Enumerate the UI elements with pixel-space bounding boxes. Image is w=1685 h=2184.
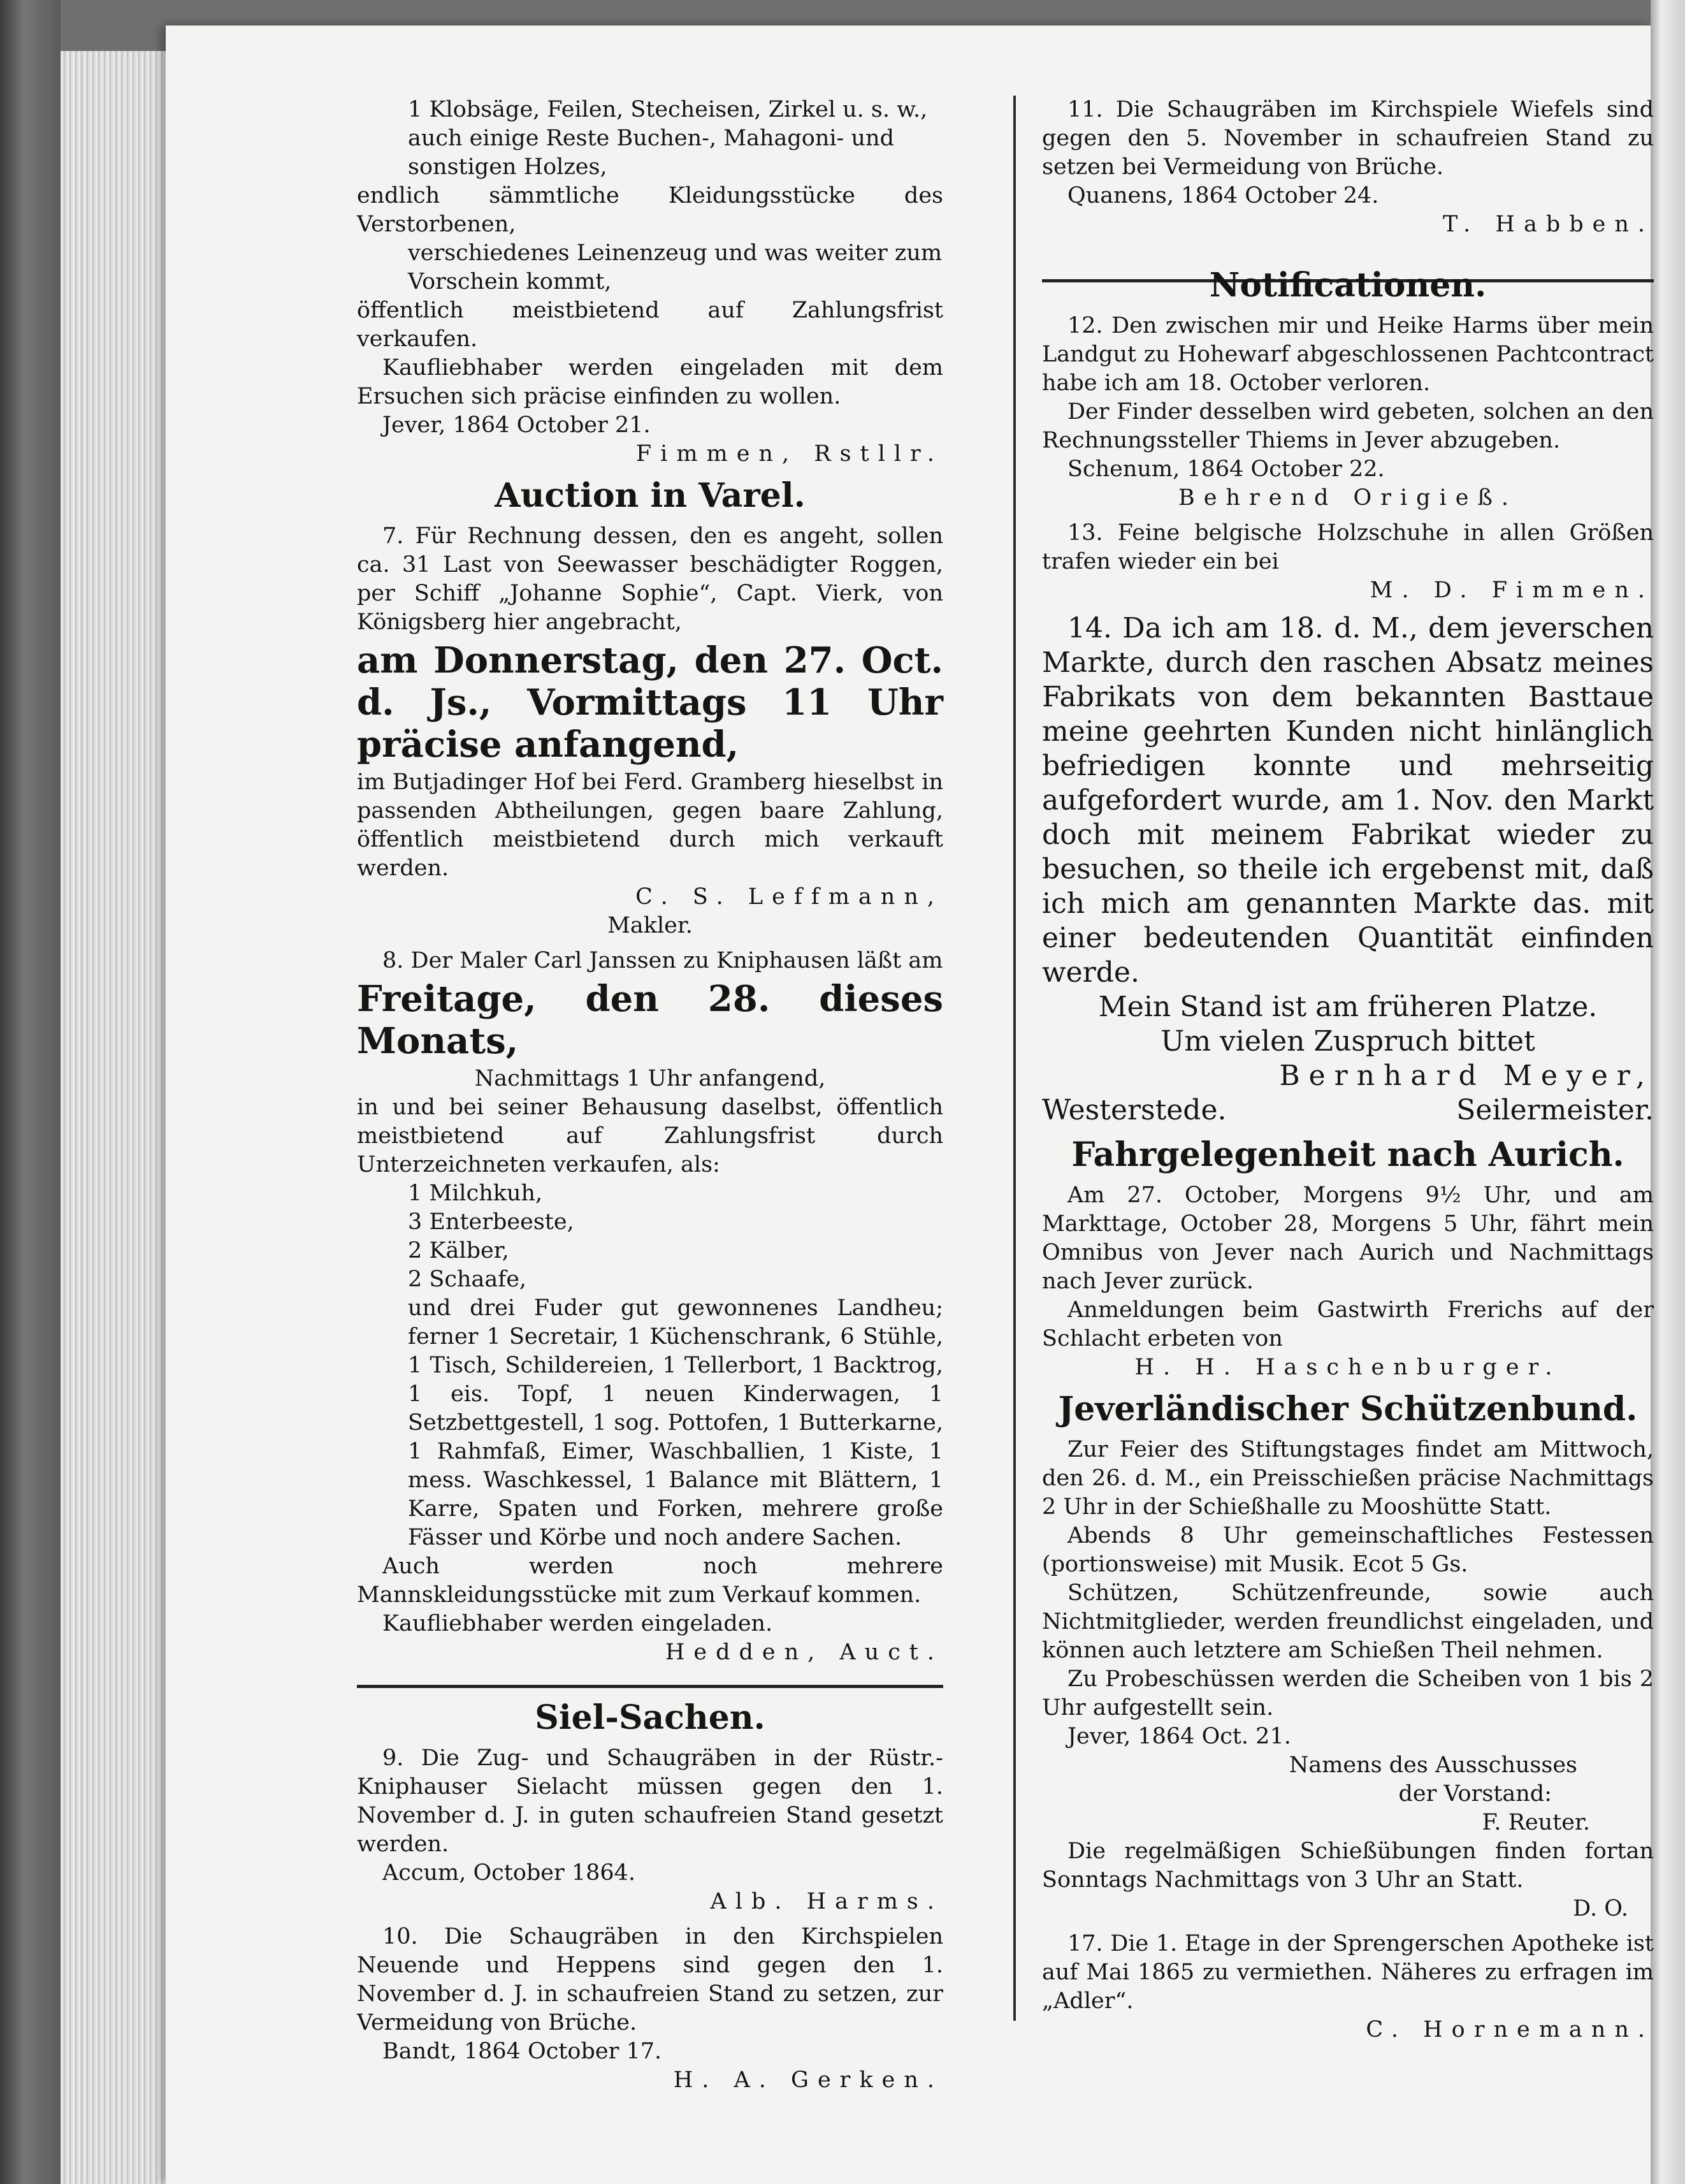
article-8: [357, 947, 943, 1667]
article-signature: M. D. Fimmen.: [1370, 578, 1654, 603]
article-signature: Behrend Origieß.: [1178, 485, 1517, 511]
article-text: Zu Probeschüssen werden die Scheiben von 1 bis 2 Uhr aufgestellt sein.: [1042, 1666, 1654, 1721]
article-text: Abends 8 Uhr gemeinschaftliches Festessen (portionsweise) mit Musik. Ecot 5 Gs.: [1042, 1523, 1654, 1577]
article-text: Anmeldungen beim Gastwirth Frerichs auf der Schlacht erbeten von: [1042, 1297, 1654, 1351]
article-place: Westerstede.: [1042, 1094, 1227, 1126]
article-signature: Fimmen, Rstllr.: [635, 441, 943, 467]
article-signature: Alb. Harms.: [710, 1889, 943, 1914]
article-text: und drei Fuder gut gewonnenes Landheu; ferner 1 Secretair, 1 Küchenschrank, 6 Stühle, 1 Tisch, Schildereien, 1 Tellerbort, 1 Backtrog, 1 eis. Topf, 1 neuen Kinderwagen, 1 Setzbettgestell, 1 sog. Pottofen, 1 Butterkarne, 1 Rahmfaß, Eimer, Waschballien, 1 Kiste, 1 mess. Waschkessel, 1 Balance mit Blättern, 1 Karre, Spaten und Forken, mehrere große Fässer und Körbe und noch andere Sachen.: [408, 1295, 943, 1550]
heading-notificationen: Notificationen.: [1209, 266, 1487, 305]
article-7: [357, 522, 943, 940]
article-signature: C. Hornemann.: [1366, 2017, 1654, 2042]
left-column: [357, 96, 943, 2101]
article-date: Bandt, 1864 October 17.: [382, 2039, 662, 2064]
list-item: 3 Enterbeeste,: [408, 1209, 574, 1235]
article-signature: H. A. Gerken.: [673, 2067, 943, 2093]
heading-schuetzenbund: Jeverländischer Schützenbund.: [1058, 1390, 1638, 1429]
article-date: Quanens, 1864 October 24.: [1067, 183, 1379, 208]
article-signature: D. O.: [1573, 1896, 1628, 1921]
article-signature: Bernhard Meyer,: [1279, 1059, 1654, 1092]
article-text: Mein Stand ist am früheren Platze.: [1098, 991, 1598, 1023]
article-signature: C. S. Leffmann,: [635, 884, 943, 910]
section-rule: [357, 1685, 943, 1688]
article-text: Am 27. October, Morgens 9½ Uhr, und am Markttage, October 28, Morgens 5 Uhr, fährt mein Omnibus von Jever nach Aurich und Nachmittags nach Jever zurück.: [1042, 1183, 1654, 1294]
list-item: 2 Schaafe,: [408, 1267, 527, 1292]
article-16: [1042, 1436, 1654, 1923]
article-text: in und bei seiner Behausung daselbst, öffentlich meistbietend auf Zahlungsfrist durch Unterzeichneten verkaufen, als:: [357, 1095, 943, 1177]
article-date: Jever, 1864 Oct. 21.: [1067, 1724, 1291, 1749]
heading-siel-sachen: Siel-Sachen.: [535, 1698, 765, 1737]
text-line: öffentlich meistbietend auf Zahlungsfrist verkaufen.: [357, 298, 943, 352]
article-9: [357, 1744, 943, 1916]
article-text: 17. Die 1. Etage in der Sprengerschen Apotheke ist auf Mai 1865 zu vermiethen. Näheres zu erfragen im „Adler“.: [1042, 1931, 1654, 2014]
article-10: [357, 1923, 943, 2095]
article-text: im Butjadinger Hof bei Ferd. Gramberg hieselbst in passenden Abtheilungen, gegen baare Zahlung, öffentlich meistbietend durch mich verkauft werden.: [357, 769, 943, 881]
article-text: 13. Feine belgische Holzschuhe in allen Größen trafen wieder ein bei: [1042, 520, 1654, 574]
article-continued: [357, 96, 943, 469]
article-time: Nachmittags 1 Uhr anfangend,: [474, 1066, 826, 1091]
article-17: [1042, 1930, 1654, 2044]
text-line: 1 Klobsäge, Feilen, Stecheisen, Zirkel u. s. w.,: [408, 97, 928, 122]
article-text: 7. Für Rechnung dessen, den es angeht, sollen ca. 31 Last von Seewasser beschädigter Roggen, per Schiff „Johanne Sophie“, Capt. Vierk, von Königsberg hier angebracht,: [357, 523, 943, 635]
article-text: Schützen, Schützenfreunde, sowie auch Nichtmitglieder, werden freundlichst eingeladen, und können auch letztere am Schießen Theil nehmen.: [1042, 1580, 1654, 1663]
article-text: 12. Den zwischen mir und Heike Harms über mein Landgut zu Hohewarf abgeschlossenen Pachtcontract habe ich am 18. October verloren.: [1042, 313, 1654, 396]
article-date: Jever, 1864 October 21.: [382, 412, 651, 438]
book-spine: [0, 0, 61, 2184]
article-text: Kaufliebhaber werden eingeladen.: [382, 1611, 773, 1636]
article-signature-title: Makler.: [607, 913, 693, 938]
article-13: [1042, 519, 1654, 605]
article-text: 9. Die Zug- und Schaugräben in der Rüstr.-Kniphauser Sielacht müssen gegen den 1. November d. J. in guten schaufreien Stand gesetzt werden.: [357, 1745, 943, 1857]
article-text: Zur Feier des Stiftungstages findet am Mittwoch, den 26. d. M., ein Preisschießen präcise Nachmittags 2 Uhr in der Schießhalle zu Mooshütte Statt.: [1042, 1437, 1654, 1520]
article-15: [1042, 1181, 1654, 1382]
article-signature: der Vorstand:: [1398, 1781, 1552, 1807]
signature-row: [1042, 1093, 1654, 1128]
article-date: Schenum, 1864 October 22.: [1067, 456, 1385, 482]
article-signature: Hedden, Auct.: [665, 1640, 943, 1665]
right-page-edge: [1651, 0, 1685, 2184]
text-line: endlich sämmtliche Kleidungsstücke des Verstorbenen,: [357, 183, 943, 237]
heading-fahrgelegenheit: Fahrgelegenheit nach Aurich.: [1071, 1135, 1624, 1174]
article-11: [1042, 96, 1654, 239]
text-line: sonstigen Holzes,: [408, 154, 607, 180]
article-signature: Namens des Ausschusses: [1289, 1752, 1577, 1778]
article-signature: F. Reuter.: [1482, 1810, 1590, 1835]
list-item: 1 Milchkuh,: [408, 1181, 543, 1206]
article-date-highlight: am Donnerstag, den 27. Oct. d. Js., Vormittags 11 Uhr präcise anfangend,: [357, 639, 943, 766]
heading-auction-varel: Auction in Varel.: [495, 476, 806, 515]
article-text: 8. Der Maler Carl Janssen zu Kniphausen läßt am: [382, 948, 943, 973]
article-date-highlight: Freitage, den 28. dieses Monats,: [357, 978, 943, 1062]
right-column: [1042, 96, 1654, 2051]
article-text: Um vielen Zuspruch bittet: [1161, 1025, 1535, 1058]
article-date: Accum, October 1864.: [382, 1860, 636, 1886]
article-14: [1042, 611, 1654, 1128]
article-text: 10. Die Schaugräben in den Kirchspielen Neuende und Heppens sind gegen den 1. November d. J. in schaufreien Stand zu setzen, zur Vermeidung von Brüche.: [357, 1924, 943, 2035]
article-signature: H. H. Haschenburger.: [1134, 1355, 1561, 1380]
article-12: [1042, 312, 1654, 513]
text-line: Vorschein kommt,: [408, 269, 612, 295]
article-text: Die regelmäßigen Schießübungen finden fortan Sonntags Nachmittags von 3 Uhr an Statt.: [1042, 1838, 1654, 1893]
text-line: auch einige Reste Buchen-, Mahagoni- und: [408, 126, 894, 151]
article-text: Auch werden noch mehrere Mannskleidungsstücke mit zum Verkauf kommen.: [357, 1554, 943, 1608]
list-item: 2 Kälber,: [408, 1238, 509, 1263]
article-trade: Seilermeister.: [1456, 1094, 1654, 1126]
article-text: Der Finder desselben wird gebeten, solchen an den Rechnungssteller Thiems in Jever abzugeben.: [1042, 399, 1654, 453]
text-line: Kaufliebhaber werden eingeladen mit dem Ersuchen sich präcise einfinden zu wollen.: [357, 355, 943, 409]
text-line: verschiedenes Leinenzeug und was weiter zum: [408, 240, 943, 266]
article-text: 11. Die Schaugräben im Kirchspiele Wiefels sind gegen den 5. November in schaufreien Stand zu setzen bei Vermeidung von Brüche.: [1042, 97, 1654, 180]
column-divider: [1013, 96, 1016, 2021]
article-signature: T. Habben.: [1442, 212, 1654, 237]
article-text: 14. Da ich am 18. d. M., dem jeverschen Markte, durch den raschen Absatz meines Fabrikats von dem bekannten Basttaue meine geehrten Kunden nicht hinlänglich befriedigen konnte und mehrseitig aufgefordert wurde, am 1. Nov. den Markt doch mit meinem Fabrikat wieder zu besuchen, so theile ich ergebenst mit, daß ich mich am genannten Markte das. mit einer bedeutenden Quantität einfinden werde.: [1042, 612, 1654, 989]
